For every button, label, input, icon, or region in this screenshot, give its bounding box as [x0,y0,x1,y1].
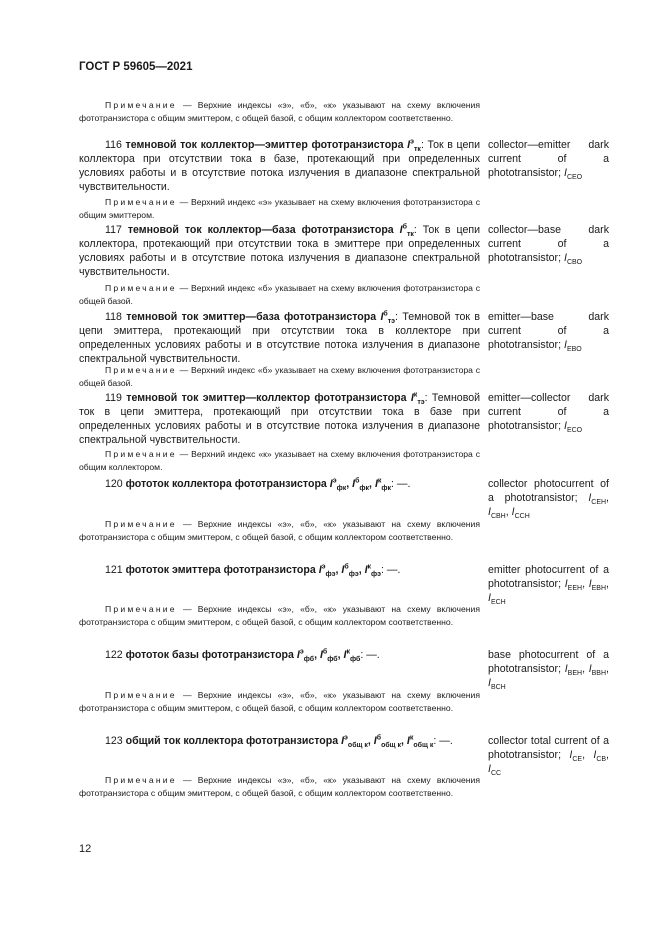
term-sub: общ к [381,742,402,750]
en-sub: BCH [490,684,506,692]
en-symbol: I [563,420,567,432]
term-definition: : Темновой ток в цепи эмиттера, протекающий при отсутствии тока в коллекторе при определенных условиях работы и в отсутствие потока излучения в диапазоне спектральной чувствительности. [79,311,480,365]
term-sup: э [410,138,414,146]
term-sub: фб [303,656,315,664]
note-text: — Верхний индекс «б» указывает на схему включения фототранзистора с общей базой. [79,283,481,306]
term-sup: б [402,223,407,231]
term-116 [79,138,480,194]
note-label: Примечание [105,604,177,614]
en-sub: ECH [490,599,506,607]
term-symbol: I [406,735,410,747]
term-sup: к [367,563,372,571]
page-number: 12 [79,843,92,855]
term-118 [79,310,480,366]
note-118 [79,364,480,390]
en-sub: EBH [591,585,607,593]
term-sup: э [321,563,326,571]
note-text: — Верхние индексы «э», «б», «к» указывают на схему включения фототранзистора с общим эмиттером, с общей базой, с общим коллектором соответственно. [79,775,481,798]
en-sub: CE [572,756,583,764]
en-symbol: I [569,749,573,761]
term-117 [79,223,480,279]
en-symbol: I [564,578,568,590]
en-sub: CBO [566,259,583,267]
note-label: Примечание [105,690,177,700]
en-term: base photocurrent of a phototransistor; [488,649,609,675]
term-number: 118 [105,311,122,323]
en-sub: EEH [567,585,583,593]
en-symbol: I [588,663,592,675]
term-sup: б [322,648,328,656]
term-sub: тэ [387,318,396,326]
en-symbol: I [488,592,491,604]
term-name: темновой ток эмиттер—коллектор фототранзистора [126,392,407,404]
en-symbol: I [588,492,592,504]
en-sub: CCH [514,513,530,521]
note-label: Примечание [105,775,177,785]
en-symbol: I [488,763,491,775]
note-120 [79,518,480,544]
term-sup: э [299,648,304,656]
term-symbol: I [296,649,300,661]
term-symbol: I [341,735,345,747]
term-sub: тк [406,231,414,239]
en-symbol: I [563,252,567,264]
term-symbol: I [407,139,411,151]
term-sup: б [344,563,349,571]
en-symbol: I [563,339,567,351]
term-121: 121 фототок эмиттера фототранзистора $I^э_{фэ}$, $I^б_{фэ}$, $I^к_{фэ}$: —. [105,563,401,579]
term-sub: фк [381,485,392,493]
term-sub: фк [336,485,347,493]
term-sub: тэ [417,399,425,407]
term-sup: б [376,734,382,742]
document-header: ГОСТ Р 59605—2021 [79,61,193,73]
note-text: — Верхние индексы «э», «б», «к» указывают на схему включения фототранзистора с общим эмиттером, с общей базой, с общим коллектором соответственно. [79,519,481,542]
term-number: 119 [105,392,122,404]
en-term: collector—base dark current of a phototransistor; [488,224,609,264]
term-number: 121 [105,564,123,576]
en-symbol: I [563,167,567,179]
term-sub: фэ [371,571,382,579]
en-symbol: I [488,677,491,689]
term-symbol: I [341,564,345,576]
note-label: Примечание [105,197,177,207]
term-sub: фэ [325,571,336,579]
term-123: 123 общий ток коллектора фототранзистора $I^э_{общ к}$, $I^б_{общ к}$, $I^к_{общ к}$: —. [105,734,453,750]
en-sub: CBH [490,513,506,521]
term-tail: : —. [381,564,401,576]
term-117-en [488,223,609,265]
term-symbol: I [399,224,403,236]
term-sub: фк [359,485,370,493]
term-120: 120 фототок коллектора фототранзистора $I^э_{фк}$, $I^б_{фк}$, $I^к_{фк}$: —. [105,477,411,493]
term-sup: к [413,391,418,399]
term-121-en: emitter photocurrent of a phototransistor; $I_{EEH}$, $I_{EBH}$, $I_{ECH}$ [488,564,609,607]
term-symbol: I [318,564,322,576]
term-symbol: I [343,649,347,661]
term-symbol: I [329,478,333,490]
term-123-en: collector total current of a phototransistor; $I_{CE}$, $I_{CB}$, $I_{CC}$ [488,735,609,778]
term-119-en [488,391,609,433]
term-definition: : Ток в цепи коллектора, протекающий при отсутствии тока в эмиттере при определенных условиях работы и в отсутствие потока излучения в диапазоне спектральной чувствительности. [79,224,480,278]
en-term: collector—emitter dark current of a phototransistor; [488,139,609,179]
term-122: 122 фототок базы фототранзистора $I^э_{фб}$, $I^б_{фб}$, $I^к_{фб}$: —. [105,648,380,664]
note-121 [79,603,480,629]
en-sub: CEH [591,499,607,507]
en-sub: CEO [566,174,583,182]
term-sup: к [409,734,414,742]
term-symbol: I [380,311,384,323]
note-117 [79,282,480,308]
term-sup: к [377,477,382,485]
en-symbol: I [564,663,568,675]
en-sub: BEH [567,670,583,678]
en-sub: CB [596,756,607,764]
note-label: Примечание [105,519,177,529]
term-name: фототок базы фототранзистора [125,649,294,661]
term-definition: : Ток в цепи коллектора при отсутствии тока в базе, протекающий при определенных условиях работы и в отсутствие потока излучения в диапазоне спектральной чувствительности. [79,139,481,193]
term-sub: тк [414,146,421,154]
en-sub: CC [490,770,502,778]
note-123 [79,774,480,800]
term-number: 122 [105,649,123,661]
term-symbol: I [410,392,414,404]
term-sub: фб [349,656,361,664]
note-116 [79,196,480,222]
note-text: — Верхний индекс «б» указывает на схему включения фототранзистора с общей базой. [79,365,481,388]
term-name: темновой ток коллектор—база фототранзистора [127,224,394,236]
term-sub: фэ [348,571,359,579]
term-sup: э [332,477,337,485]
term-name: общий ток коллектора фототранзистора [125,735,339,747]
en-term: collector total current of a phototransistor; [488,735,609,761]
term-sup: к [346,648,350,656]
note-text: — Верхние индексы «э», «б», «к» указывают на схему включения фототранзистора с общим эмиттером, с общей базой, с общим коллектором соответственно. [79,100,481,123]
en-symbol: I [588,578,592,590]
term-sup: б [355,477,360,485]
note-text: — Верхние индексы «э», «б», «к» указывают на схему включения фототранзистора с общим эмиттером, с общей базой, с общим коллектором соответственно. [79,604,481,627]
term-symbol: I [319,649,323,661]
term-116-en [488,138,609,180]
term-number: 117 [105,224,122,236]
en-symbol: I [593,749,597,761]
term-sup: б [383,310,388,318]
term-sub: общ к [347,742,368,750]
term-number: 120 [105,478,123,490]
note-label: Примечание [105,283,177,293]
term-sub: фб [327,656,338,664]
note-label: Примечание [105,449,177,459]
term-name: фототок эмиттера фототранзистора [125,564,316,576]
term-name: темновой ток эмиттер—база фототранзистора [126,311,377,323]
note-text: — Верхние индексы «э», «б», «к» указывают на схему включения фототранзистора с общим эмиттером, с общей базой, с общим коллектором соответственно. [79,690,481,713]
en-symbol: I [488,506,491,518]
term-number: 123 [105,735,123,747]
en-term: emitter—collector dark current of a phototransistor; [488,392,609,432]
term-name: темновой ток коллектор—эмиттер фототранзистора [125,139,404,151]
en-term: collector photocurrent of a phototransistor; [488,478,609,504]
en-term: emitter—base dark current of a phototransistor; [488,311,609,351]
term-name: фототок коллектора фототранзистора [125,478,327,490]
term-119 [79,391,480,447]
term-tail: : —. [360,649,380,661]
note-119 [79,448,480,474]
en-sub: ECO [566,427,583,435]
en-symbol: I [511,506,515,518]
en-sub: EBO [566,346,582,354]
note-122 [79,689,480,715]
term-definition: : Темновой ток в цепи эмиттера, протекающий при отсутствии тока в базе при определенных условиях работы и в отсутствие потока излучения в диапазоне спектральной чувствительности. [79,392,481,446]
term-symbol: I [352,478,356,490]
term-tail: : —. [433,735,453,747]
en-term: emitter photocurrent of a phototransistor; [488,564,609,590]
term-symbol: I [374,478,378,490]
term-122-en: base photocurrent of a phototransistor; $I_{BEH}$, $I_{BBH}$, $I_{BCH}$ [488,649,609,692]
note-text: — Верхний индекс «э» указывает на схему включения фототранзистора с общим эмиттером. [79,197,480,220]
term-sub: общ к [413,742,434,750]
term-symbol: I [373,735,377,747]
note-label: Примечание [105,365,177,375]
term-118-en [488,310,609,352]
term-symbol: I [364,564,368,576]
note-text: — Верхний индекс «к» указывает на схему включения фототранзистора с общим коллектором. [79,449,480,472]
en-sub: BBH [591,670,607,678]
term-tail: : —. [391,478,411,490]
term-number: 116 [105,139,122,151]
note-0 [79,99,480,125]
note-label: Примечание [105,100,177,110]
term-120-en: collector photocurrent of a phototransistor; $I_{CEH}$, $I_{CBH}$, $I_{CCH}$ [488,478,609,521]
term-sup: э [344,734,348,742]
